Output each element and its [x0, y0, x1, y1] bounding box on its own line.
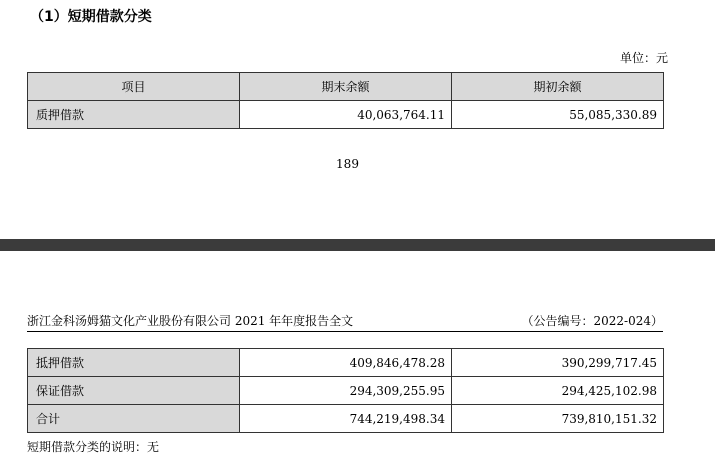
- header-begin-balance: 期初余额: [452, 73, 664, 101]
- end-balance-total: 744,219,498.34: [240, 405, 452, 433]
- unit-label: 单位：元: [619, 51, 668, 65]
- short-term-loan-table-part1: [27, 72, 664, 129]
- header-item: 项目: [28, 73, 240, 101]
- row-label: 保证借款: [28, 377, 240, 405]
- company-report-title: 浙江金科汤姆猫文化产业股份有限公司 2021 年年度报告全文: [27, 314, 354, 328]
- table-row: [28, 101, 664, 129]
- row-label: 质押借款: [28, 101, 240, 129]
- header-end-balance: 期末余额: [240, 73, 452, 101]
- row-label: 合计: [28, 405, 240, 433]
- begin-balance-cell: 55,085,330.89: [452, 101, 664, 129]
- running-header: [27, 313, 663, 332]
- table-header-row: [28, 73, 664, 101]
- section-title: （1）短期借款分类: [30, 9, 152, 25]
- begin-balance-cell: 294,425,102.98: [452, 377, 664, 405]
- note-text: 短期借款分类的说明：无: [27, 440, 160, 454]
- short-term-loan-table-part2: [27, 348, 664, 433]
- end-balance-cell: 409,846,478.28: [240, 349, 452, 377]
- page-break-divider: [0, 239, 715, 251]
- table-row: [28, 349, 664, 377]
- table-total-row: [28, 405, 664, 433]
- end-balance-cell: 294,309,255.95: [240, 377, 452, 405]
- begin-balance-cell: 390,299,717.45: [452, 349, 664, 377]
- page-number: 189: [336, 157, 359, 171]
- end-balance-cell: 40,063,764.11: [240, 101, 452, 129]
- table-row: [28, 377, 664, 405]
- row-label: 抵押借款: [28, 349, 240, 377]
- begin-balance-total: 739,810,151.32: [452, 405, 664, 433]
- announcement-code: （公告编号：2022-024）: [521, 314, 663, 328]
